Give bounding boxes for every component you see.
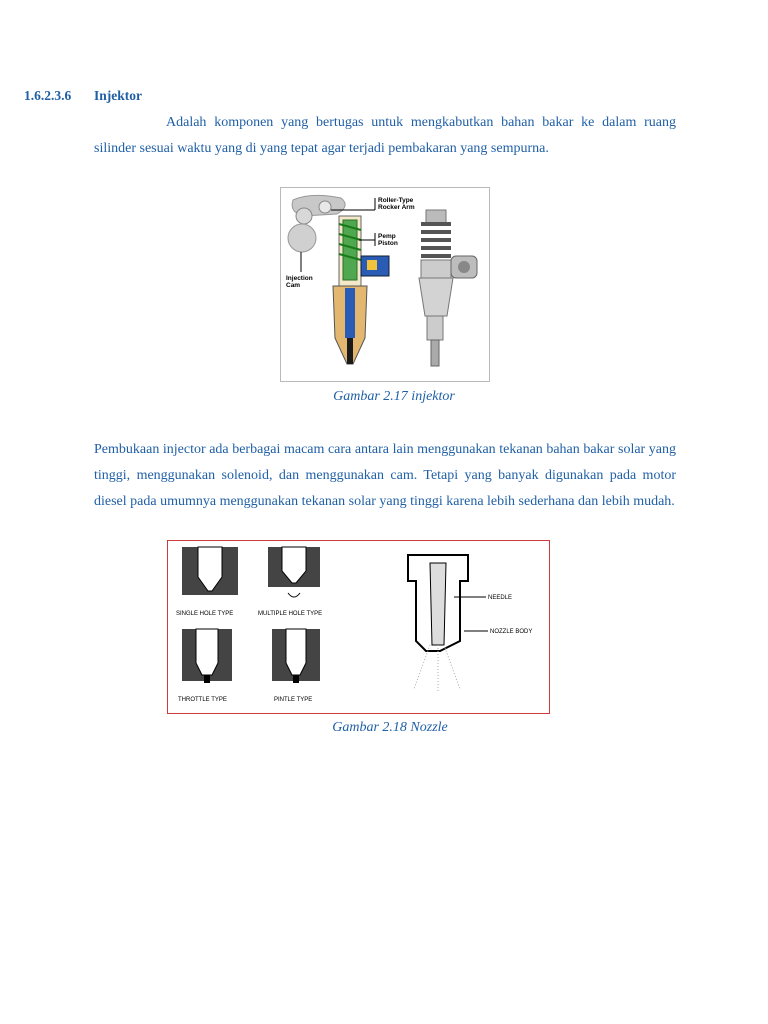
label-cam: Injection [286, 275, 313, 282]
section-title: Injektor [94, 88, 142, 103]
injector-photo [419, 210, 477, 366]
multiple-hole-nozzle [268, 547, 320, 597]
label-needle: NEEDLE [488, 595, 513, 601]
label-multiple: MULTIPLE HOLE TYPE [258, 611, 323, 617]
figure-injector [280, 187, 490, 382]
cam-shape [288, 224, 316, 252]
single-hole-nozzle [182, 547, 238, 595]
figure-nozzle [167, 540, 550, 714]
label-pump: Pemp [378, 233, 396, 240]
label-body: NOZZLE BODY [490, 629, 533, 635]
label-throttle: THROTTLE TYPE [178, 697, 227, 703]
nozzle-cross-section [408, 555, 468, 691]
label-rocker-2: Rocker Arm [378, 204, 415, 211]
paragraph-1 [94, 110, 676, 162]
paragraph-2: Pembukaan injector ada berbagai macam cara antara lain menggunakan tekanan bahan bakar solar yang tinggi, menggunakan solenoid, dan menggunakan cam. Tetapi yang banyak digunakan pada motor diesel pada umumnya menggunakan tekanan solar yang tinggi karena lebih sederhana dan lebih mudah. [94, 442, 676, 509]
label-single: SINGLE HOLE TYPE [176, 611, 234, 617]
throttle-nozzle [182, 629, 232, 683]
section-heading [24, 88, 142, 104]
section-number: 1.6.2.3.6 [24, 88, 72, 103]
nozzle-diagram [168, 541, 549, 713]
label-cam-2: Cam [286, 282, 301, 289]
injector-diagram [281, 188, 489, 381]
label-pump-2: Piston [378, 240, 398, 247]
paragraph-1-text: Adalah komponen yang bertugas untuk mengkabutkan bahan bakar ke dalam ruang silinder sesuai waktu yang di yang tepat agar terjadi pembakaran yang sempurna. [94, 115, 676, 156]
label-pintle: PINTLE TYPE [274, 697, 313, 703]
label-rocker: Roller-Type [378, 197, 414, 204]
figure-2-caption: Gambar 2.18 Nozzle [332, 720, 448, 735]
roller-shape [296, 208, 312, 224]
pintle-nozzle [272, 629, 320, 683]
figure-1-caption: Gambar 2.17 injektor [333, 389, 455, 404]
